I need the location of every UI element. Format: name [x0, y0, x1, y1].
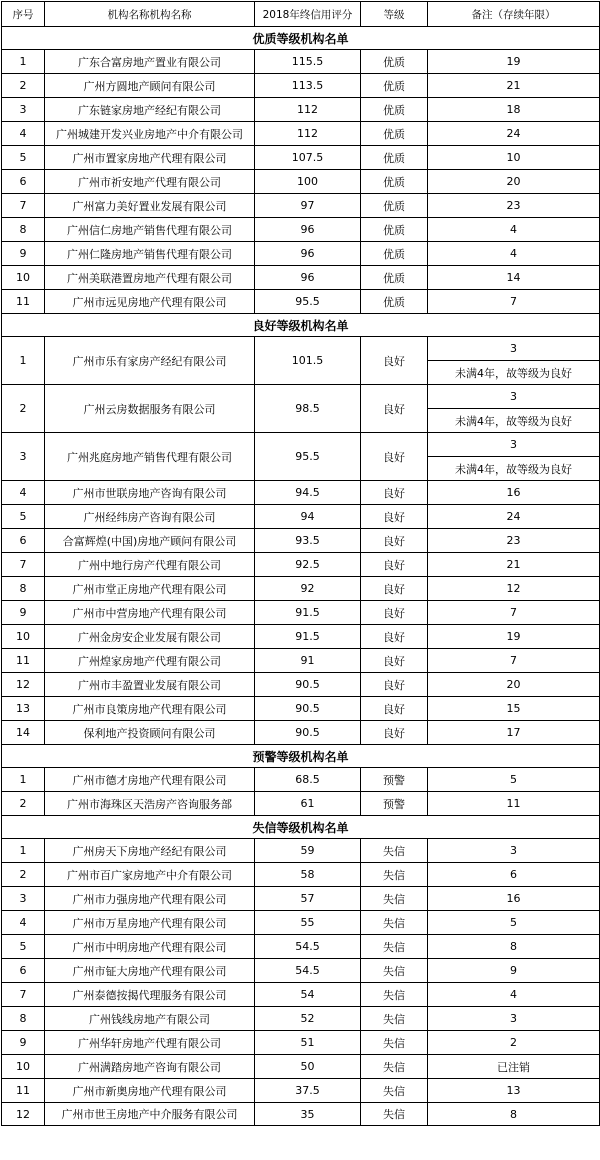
table-row — [2, 673, 600, 697]
cell-note: 16 — [428, 481, 600, 505]
cell-score: 101.5 — [255, 337, 361, 385]
cell-note-remark: 未满4年，故等级为良好 — [428, 409, 600, 433]
table-row — [2, 218, 600, 242]
table-row — [2, 337, 600, 361]
cell-name: 广州华轩房地产代理有限公司 — [45, 1031, 255, 1055]
cell-note: 3 — [428, 385, 600, 409]
table-row — [2, 1055, 600, 1079]
cell-note: 5 — [428, 911, 600, 935]
cell-no: 11 — [2, 290, 45, 314]
cell-grade: 失信 — [361, 983, 428, 1007]
cell-score: 112 — [255, 98, 361, 122]
cell-grade: 良好 — [361, 337, 428, 385]
cell-score: 96 — [255, 266, 361, 290]
cell-no: 1 — [2, 768, 45, 792]
cell-grade: 优质 — [361, 242, 428, 266]
table-row — [2, 649, 600, 673]
cell-name: 广东链家房地产经纪有限公司 — [45, 98, 255, 122]
cell-note-remark: 未满4年，故等级为良好 — [428, 361, 600, 385]
cell-no: 4 — [2, 911, 45, 935]
table-row — [2, 122, 600, 146]
cell-note: 7 — [428, 290, 600, 314]
cell-grade: 失信 — [361, 863, 428, 887]
cell-note: 4 — [428, 242, 600, 266]
cell-note: 21 — [428, 553, 600, 577]
table-row — [2, 1031, 600, 1055]
cell-no: 7 — [2, 194, 45, 218]
table-row — [2, 266, 600, 290]
cell-no: 6 — [2, 529, 45, 553]
section-title: 失信等级机构名单 — [2, 816, 600, 839]
cell-name: 广州市新奥房地产代理有限公司 — [45, 1079, 255, 1103]
cell-note: 12 — [428, 577, 600, 601]
cell-score: 93.5 — [255, 529, 361, 553]
cell-grade: 优质 — [361, 218, 428, 242]
cell-no: 12 — [2, 1103, 45, 1126]
cell-note: 20 — [428, 673, 600, 697]
table-row — [2, 170, 600, 194]
section-title: 优质等级机构名单 — [2, 27, 600, 50]
cell-note: 7 — [428, 601, 600, 625]
table-row — [2, 1079, 600, 1103]
cell-note: 23 — [428, 194, 600, 218]
cell-no: 6 — [2, 959, 45, 983]
cell-note: 6 — [428, 863, 600, 887]
cell-grade: 良好 — [361, 481, 428, 505]
cell-grade: 良好 — [361, 697, 428, 721]
cell-score: 113.5 — [255, 74, 361, 98]
cell-no: 5 — [2, 935, 45, 959]
cell-name: 广州市百广家房地产中介有限公司 — [45, 863, 255, 887]
cell-score: 95.5 — [255, 433, 361, 481]
cell-grade: 良好 — [361, 529, 428, 553]
cell-name: 广东合富房地产置业有限公司 — [45, 50, 255, 74]
cell-score: 96 — [255, 242, 361, 266]
cell-grade: 失信 — [361, 1031, 428, 1055]
cell-score: 54.5 — [255, 935, 361, 959]
section-header-row — [2, 27, 600, 50]
cell-score: 35 — [255, 1103, 361, 1126]
cell-note: 18 — [428, 98, 600, 122]
cell-grade: 优质 — [361, 290, 428, 314]
cell-grade: 优质 — [361, 146, 428, 170]
cell-grade: 优质 — [361, 170, 428, 194]
cell-no: 2 — [2, 385, 45, 433]
cell-score: 112 — [255, 122, 361, 146]
cell-no: 8 — [2, 577, 45, 601]
cell-score: 91.5 — [255, 601, 361, 625]
cell-note: 24 — [428, 505, 600, 529]
cell-grade: 良好 — [361, 601, 428, 625]
cell-grade: 预警 — [361, 792, 428, 816]
cell-note: 8 — [428, 935, 600, 959]
cell-name: 广州市钲大房地产代理有限公司 — [45, 959, 255, 983]
cell-grade: 失信 — [361, 935, 428, 959]
cell-score: 90.5 — [255, 673, 361, 697]
cell-note: 13 — [428, 1079, 600, 1103]
cell-score: 94.5 — [255, 481, 361, 505]
table-row — [2, 601, 600, 625]
cell-note: 4 — [428, 218, 600, 242]
cell-name: 合富辉煌(中国)房地产顾问有限公司 — [45, 529, 255, 553]
table-row — [2, 553, 600, 577]
table-row — [2, 242, 600, 266]
cell-grade: 优质 — [361, 98, 428, 122]
cell-no: 8 — [2, 218, 45, 242]
cell-name: 广州市海珠区天浩房产咨询服务部 — [45, 792, 255, 816]
cell-score: 57 — [255, 887, 361, 911]
cell-score: 100 — [255, 170, 361, 194]
cell-note: 5 — [428, 768, 600, 792]
section-title: 良好等级机构名单 — [2, 314, 600, 337]
cell-no: 4 — [2, 481, 45, 505]
table-row — [2, 935, 600, 959]
table-row — [2, 74, 600, 98]
cell-score: 91.5 — [255, 625, 361, 649]
cell-name: 广州仁隆房地产销售代理有限公司 — [45, 242, 255, 266]
cell-score: 92.5 — [255, 553, 361, 577]
cell-no: 2 — [2, 74, 45, 98]
cell-grade: 良好 — [361, 721, 428, 745]
header-name: 机构名称机构名称 — [45, 2, 255, 27]
credit-rating-table — [1, 1, 600, 1126]
cell-no: 9 — [2, 601, 45, 625]
cell-grade: 失信 — [361, 887, 428, 911]
section-header-row — [2, 314, 600, 337]
table-row — [2, 839, 600, 863]
cell-grade: 优质 — [361, 50, 428, 74]
cell-score: 94 — [255, 505, 361, 529]
cell-note: 已注销 — [428, 1055, 600, 1079]
table-row — [2, 1103, 600, 1126]
table-row — [2, 959, 600, 983]
cell-no: 5 — [2, 505, 45, 529]
section-header-row — [2, 816, 600, 839]
cell-grade: 优质 — [361, 266, 428, 290]
cell-name: 广州市远见房地产代理有限公司 — [45, 290, 255, 314]
cell-grade: 失信 — [361, 839, 428, 863]
cell-grade: 优质 — [361, 122, 428, 146]
header-no: 序号 — [2, 2, 45, 27]
cell-score: 52 — [255, 1007, 361, 1031]
cell-grade: 良好 — [361, 553, 428, 577]
cell-grade: 失信 — [361, 1007, 428, 1031]
table-row — [2, 481, 600, 505]
section-title: 预警等级机构名单 — [2, 745, 600, 768]
cell-name: 广州泰德按揭代理服务有限公司 — [45, 983, 255, 1007]
table-row — [2, 505, 600, 529]
cell-score: 54.5 — [255, 959, 361, 983]
cell-name: 广州钱线房地产有限公司 — [45, 1007, 255, 1031]
header-score: 2018年终信用评分 — [255, 2, 361, 27]
cell-note: 2 — [428, 1031, 600, 1055]
cell-name: 广州市堂正房地产代理有限公司 — [45, 577, 255, 601]
cell-no: 7 — [2, 553, 45, 577]
table-row — [2, 194, 600, 218]
cell-name: 广州市祈安地产代理有限公司 — [45, 170, 255, 194]
table-row — [2, 768, 600, 792]
cell-note: 19 — [428, 625, 600, 649]
table-row — [2, 887, 600, 911]
cell-score: 68.5 — [255, 768, 361, 792]
cell-no: 1 — [2, 337, 45, 385]
table-row — [2, 983, 600, 1007]
cell-note: 21 — [428, 74, 600, 98]
cell-no: 1 — [2, 50, 45, 74]
cell-no: 7 — [2, 983, 45, 1007]
cell-grade: 良好 — [361, 577, 428, 601]
cell-no: 1 — [2, 839, 45, 863]
cell-score: 115.5 — [255, 50, 361, 74]
cell-note: 7 — [428, 649, 600, 673]
cell-name: 广州市中明房地产代理有限公司 — [45, 935, 255, 959]
cell-no: 10 — [2, 266, 45, 290]
table-row — [2, 697, 600, 721]
cell-score: 107.5 — [255, 146, 361, 170]
cell-name: 广州信仁房地产销售代理有限公司 — [45, 218, 255, 242]
cell-grade: 失信 — [361, 1055, 428, 1079]
table-row — [2, 721, 600, 745]
cell-no: 9 — [2, 242, 45, 266]
cell-grade: 良好 — [361, 649, 428, 673]
cell-grade: 良好 — [361, 505, 428, 529]
cell-note: 17 — [428, 721, 600, 745]
cell-no: 12 — [2, 673, 45, 697]
section-header-row — [2, 745, 600, 768]
cell-score: 98.5 — [255, 385, 361, 433]
cell-name: 广州市丰盈置业发展有限公司 — [45, 673, 255, 697]
cell-score: 97 — [255, 194, 361, 218]
cell-note: 24 — [428, 122, 600, 146]
cell-name: 广州金房安企业发展有限公司 — [45, 625, 255, 649]
cell-name: 广州市中营房地产代理有限公司 — [45, 601, 255, 625]
cell-note: 11 — [428, 792, 600, 816]
table-row — [2, 577, 600, 601]
cell-score: 92 — [255, 577, 361, 601]
cell-note: 3 — [428, 433, 600, 457]
table-row — [2, 1007, 600, 1031]
cell-score: 96 — [255, 218, 361, 242]
cell-note: 4 — [428, 983, 600, 1007]
table-row — [2, 50, 600, 74]
cell-note: 10 — [428, 146, 600, 170]
cell-name: 广州市置家房地产代理有限公司 — [45, 146, 255, 170]
header-grade: 等级 — [361, 2, 428, 27]
header-note: 备注（存续年限） — [428, 2, 600, 27]
cell-name: 广州中地行房产代理有限公司 — [45, 553, 255, 577]
table-row — [2, 98, 600, 122]
cell-name: 广州兆庭房地产销售代理有限公司 — [45, 433, 255, 481]
cell-name: 广州市德才房地产代理有限公司 — [45, 768, 255, 792]
cell-grade: 良好 — [361, 385, 428, 433]
table-row — [2, 433, 600, 457]
cell-no: 2 — [2, 792, 45, 816]
cell-note: 23 — [428, 529, 600, 553]
cell-no: 3 — [2, 887, 45, 911]
cell-grade: 良好 — [361, 673, 428, 697]
table-row — [2, 863, 600, 887]
cell-name: 保利地产投资顾问有限公司 — [45, 721, 255, 745]
cell-no: 10 — [2, 625, 45, 649]
cell-note: 9 — [428, 959, 600, 983]
cell-score: 91 — [255, 649, 361, 673]
table-row — [2, 911, 600, 935]
cell-score: 95.5 — [255, 290, 361, 314]
table-row — [2, 290, 600, 314]
cell-note: 16 — [428, 887, 600, 911]
cell-note: 15 — [428, 697, 600, 721]
cell-name: 广州市世联房地产咨询有限公司 — [45, 481, 255, 505]
header-row — [2, 2, 600, 27]
cell-score: 37.5 — [255, 1079, 361, 1103]
cell-score: 54 — [255, 983, 361, 1007]
cell-note: 20 — [428, 170, 600, 194]
table-row — [2, 792, 600, 816]
cell-name: 广州方圆地产顾问有限公司 — [45, 74, 255, 98]
cell-score: 50 — [255, 1055, 361, 1079]
cell-name: 广州满踏房地产咨询有限公司 — [45, 1055, 255, 1079]
cell-name: 广州市力强房地产代理有限公司 — [45, 887, 255, 911]
cell-note: 3 — [428, 337, 600, 361]
cell-name: 广州经纬房产咨询有限公司 — [45, 505, 255, 529]
cell-no: 3 — [2, 98, 45, 122]
cell-name: 广州市万星房地产代理有限公司 — [45, 911, 255, 935]
cell-name: 广州煌家房地产代理有限公司 — [45, 649, 255, 673]
cell-name: 广州云房数据服务有限公司 — [45, 385, 255, 433]
cell-grade: 失信 — [361, 1103, 428, 1126]
cell-grade: 优质 — [361, 194, 428, 218]
cell-score: 90.5 — [255, 697, 361, 721]
cell-name: 广州富力美好置业发展有限公司 — [45, 194, 255, 218]
cell-no: 6 — [2, 170, 45, 194]
cell-grade: 预警 — [361, 768, 428, 792]
cell-grade: 良好 — [361, 433, 428, 481]
cell-no: 9 — [2, 1031, 45, 1055]
table-row — [2, 529, 600, 553]
cell-no: 14 — [2, 721, 45, 745]
cell-grade: 失信 — [361, 911, 428, 935]
table-row — [2, 625, 600, 649]
cell-no: 11 — [2, 1079, 45, 1103]
cell-no: 11 — [2, 649, 45, 673]
cell-no: 4 — [2, 122, 45, 146]
cell-name: 广州美联港置房地产代理有限公司 — [45, 266, 255, 290]
cell-name: 广州市良策房地产代理有限公司 — [45, 697, 255, 721]
cell-grade: 失信 — [361, 1079, 428, 1103]
cell-grade: 良好 — [361, 625, 428, 649]
cell-no: 8 — [2, 1007, 45, 1031]
cell-note-remark: 未满4年，故等级为良好 — [428, 457, 600, 481]
cell-score: 59 — [255, 839, 361, 863]
cell-grade: 优质 — [361, 74, 428, 98]
cell-note: 14 — [428, 266, 600, 290]
cell-no: 10 — [2, 1055, 45, 1079]
cell-name: 广州市乐有家房产经纪有限公司 — [45, 337, 255, 385]
cell-note: 3 — [428, 839, 600, 863]
cell-name: 广州城建开发兴业房地产中介有限公司 — [45, 122, 255, 146]
table-row — [2, 385, 600, 409]
cell-score: 61 — [255, 792, 361, 816]
cell-note: 3 — [428, 1007, 600, 1031]
cell-no: 13 — [2, 697, 45, 721]
cell-no: 3 — [2, 433, 45, 481]
cell-score: 58 — [255, 863, 361, 887]
cell-grade: 失信 — [361, 959, 428, 983]
cell-score: 55 — [255, 911, 361, 935]
cell-no: 5 — [2, 146, 45, 170]
cell-note: 8 — [428, 1103, 600, 1126]
cell-name: 广州房天下房地产经纪有限公司 — [45, 839, 255, 863]
cell-no: 2 — [2, 863, 45, 887]
cell-score: 90.5 — [255, 721, 361, 745]
cell-name: 广州市世王房地产中介服务有限公司 — [45, 1103, 255, 1126]
cell-note: 19 — [428, 50, 600, 74]
cell-score: 51 — [255, 1031, 361, 1055]
table-row — [2, 146, 600, 170]
